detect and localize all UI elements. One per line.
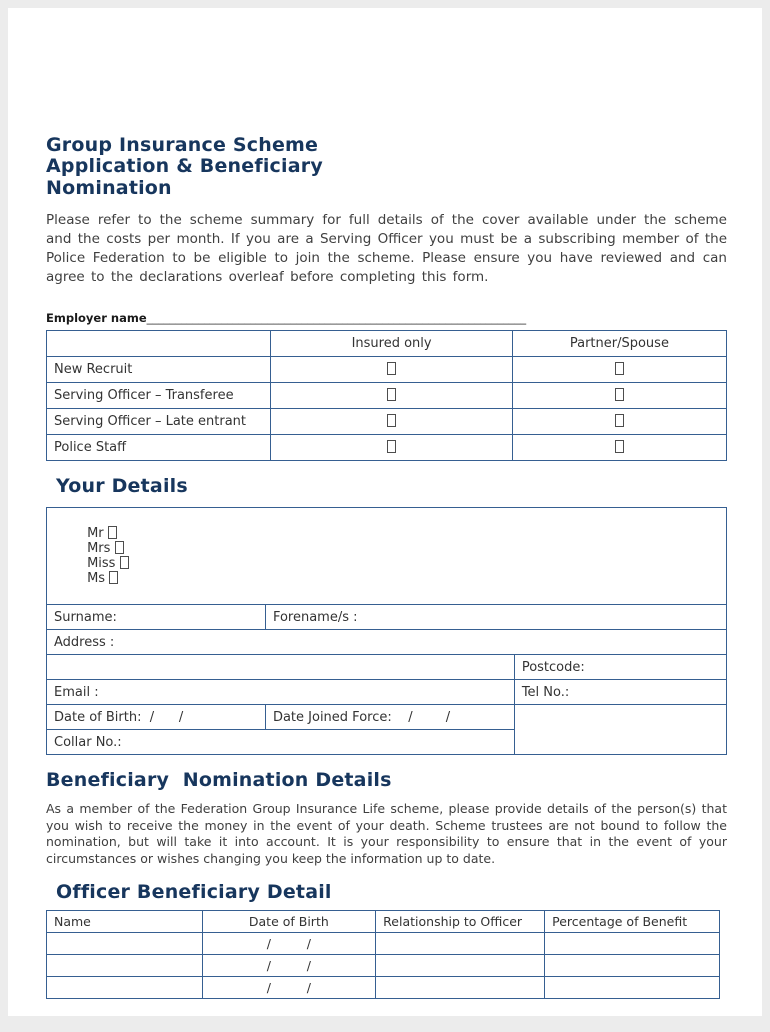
title-option-ms [87, 571, 118, 586]
collar-cell[interactable]: Collar No.: [47, 730, 515, 755]
officer-beneficiary-table [46, 910, 720, 999]
address-postcode-row [47, 655, 727, 680]
insured-checkbox-cell [271, 409, 512, 435]
surname-row [47, 605, 727, 630]
intro-paragraph: Please refer to the scheme summary for full details of the cover available under the scheme and the costs per month. If you are a Serving Officer you must be a subscribing member of the Police Federation to be eligible to join the scheme. Please ensure you have reviewed and can agree to the declarations overleaf before completing this form. [46, 211, 727, 286]
partner-checkbox-cell [512, 409, 726, 435]
eligibility-table [46, 330, 727, 461]
insured-checkbox-cell [271, 435, 512, 461]
title-options-row [47, 508, 727, 605]
partner-checkbox-cell [512, 383, 726, 409]
title-ms-checkbox-icon[interactable] [109, 571, 118, 584]
name-cell[interactable] [47, 955, 203, 977]
eligibility-row [47, 409, 727, 435]
percentage-header: Percentage of Benefit [545, 911, 720, 933]
postcode-cell[interactable]: Postcode: [514, 655, 726, 680]
address-cell[interactable]: Address : [47, 630, 727, 655]
document-page [8, 8, 762, 1016]
beneficiary-row [47, 955, 720, 977]
surname-cell[interactable]: Surname: [47, 605, 266, 630]
percentage-cell[interactable] [545, 977, 720, 999]
eligibility-row [47, 435, 727, 461]
eligibility-blank-header [47, 331, 271, 357]
beneficiary-intro-paragraph: As a member of the Federation Group Insurance Life scheme, please provide details of the person(s) that you wish to receive the money in the event of your death. Scheme trustees are not bound to follow the nomination, but will take it into account. It is your responsibility to ensure that in the event of your circumstances or wishes changing you keep the information up to date. [46, 801, 727, 866]
eligibility-row [47, 383, 727, 409]
beneficiary-nomination-heading: Beneficiary Nomination Details [46, 769, 392, 792]
employer-name-label: Employer name [46, 311, 147, 326]
relationship-cell[interactable] [376, 955, 545, 977]
insured-checkbox-icon[interactable] [387, 414, 396, 427]
tel-cell[interactable]: Tel No.: [514, 680, 726, 705]
address-continued-cell[interactable] [47, 655, 515, 680]
insured-checkbox-icon[interactable] [387, 362, 396, 375]
partner-checkbox-cell [512, 435, 726, 461]
date-joined-cell[interactable]: Date Joined Force: / / [265, 705, 514, 730]
forename-cell[interactable]: Forename/s : [265, 605, 726, 630]
name-cell[interactable] [47, 933, 203, 955]
doc-title-line-3: Nomination [46, 176, 172, 199]
title-option-mrs [87, 541, 123, 556]
name-header: Name [47, 911, 203, 933]
title-options-cell [47, 508, 727, 605]
employer-name-fill-line[interactable]: __________________________________________________________________ [146, 311, 527, 326]
title-option-mr [87, 526, 117, 541]
dob-row [47, 705, 727, 730]
dob-cell[interactable]: Date of Birth: / / [47, 705, 266, 730]
email-row [47, 680, 727, 705]
beneficiary-header-row [47, 911, 720, 933]
relationship-cell[interactable] [376, 977, 545, 999]
details-empty-cell [514, 705, 726, 755]
title-option-miss [87, 556, 129, 571]
dob-header: Date of Birth [202, 911, 376, 933]
dob-cell[interactable]: / / [202, 977, 376, 999]
insured-only-header: Insured only [271, 331, 512, 357]
title-ms-label: Ms [87, 571, 106, 587]
dob-cell[interactable]: / / [202, 933, 376, 955]
percentage-cell[interactable] [545, 955, 720, 977]
dob-cell[interactable]: / / [202, 955, 376, 977]
percentage-cell[interactable] [545, 933, 720, 955]
title-miss-checkbox-icon[interactable] [120, 556, 129, 569]
title-mr-checkbox-icon[interactable] [108, 526, 117, 539]
doc-title [46, 135, 727, 199]
eligibility-header-row [47, 331, 727, 357]
doc-title-line-2: Application & Beneficiary [46, 155, 323, 178]
eligibility-row [47, 357, 727, 383]
title-mrs-label: Mrs [87, 541, 111, 557]
insured-checkbox-icon[interactable] [387, 440, 396, 453]
your-details-table [46, 507, 727, 755]
eligibility-row-label: Police Staff [47, 435, 271, 461]
email-cell[interactable]: Email : [47, 680, 515, 705]
partner-checkbox-icon[interactable] [615, 388, 624, 401]
eligibility-row-label: Serving Officer – Transferee [47, 383, 271, 409]
your-details-heading: Your Details [56, 475, 188, 498]
title-mrs-checkbox-icon[interactable] [115, 541, 124, 554]
doc-title-line-1: Group Insurance Scheme [46, 134, 319, 156]
address-row [47, 630, 727, 655]
partner-checkbox-icon[interactable] [615, 440, 624, 453]
partner-checkbox-cell [512, 357, 726, 383]
officer-beneficiary-heading: Officer Beneficiary Detail [56, 881, 332, 904]
partner-checkbox-icon[interactable] [615, 414, 624, 427]
partner-spouse-header: Partner/Spouse [512, 331, 726, 357]
insured-checkbox-icon[interactable] [387, 388, 396, 401]
insured-checkbox-cell [271, 383, 512, 409]
title-miss-label: Miss [87, 556, 116, 572]
eligibility-row-label: Serving Officer – Late entrant [47, 409, 271, 435]
beneficiary-row [47, 977, 720, 999]
insured-checkbox-cell [271, 357, 512, 383]
name-cell[interactable] [47, 977, 203, 999]
employer-name-row [46, 311, 727, 325]
partner-checkbox-icon[interactable] [615, 362, 624, 375]
relationship-cell[interactable] [376, 933, 545, 955]
beneficiary-row [47, 933, 720, 955]
eligibility-row-label: New Recruit [47, 357, 271, 383]
relationship-header: Relationship to Officer [376, 911, 545, 933]
title-mr-label: Mr [87, 526, 104, 542]
